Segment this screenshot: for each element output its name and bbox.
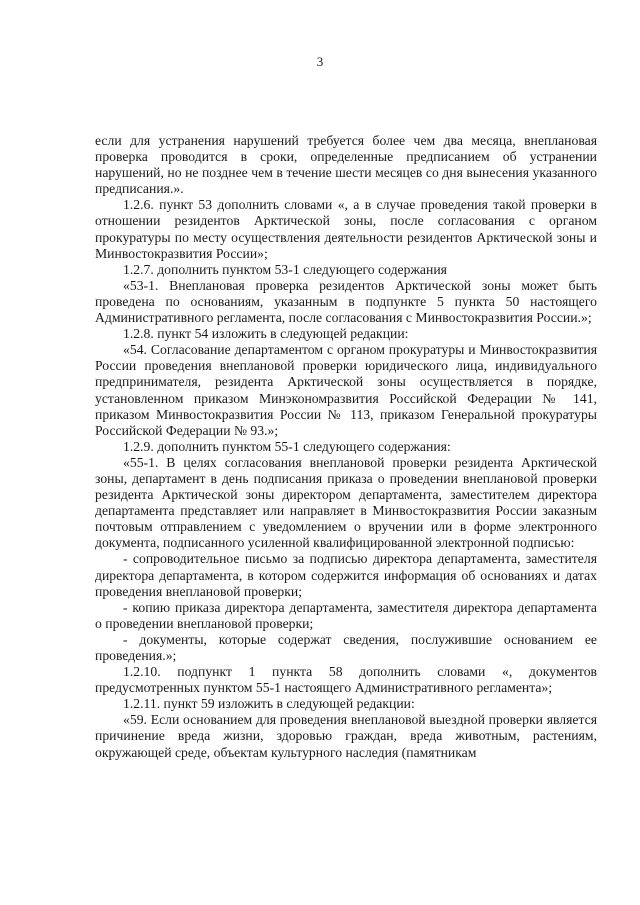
paragraph-1-2-10: 1.2.10. подпункт 1 пункта 58 дополнить словами «, документов предусмотренных пунктом 55-1 настоящего Административного регламента»; xyxy=(95,664,597,696)
paragraph-59: «59. Если основанием для проведения внеплановой выездной проверки является причинение вреда жизни, здоровью граждан, вреда животным, растениям, окружающей среде, объектам культурного наследия (памятникам xyxy=(95,712,597,760)
paragraph-1-2-7: 1.2.7. дополнить пунктом 53-1 следующего содержания xyxy=(123,261,447,277)
page-number: 3 xyxy=(316,54,324,69)
paragraph-continuation: если для устранения нарушений требуется более чем два месяца, внеплановая проверка проводится в сроки, определенные предписанием об устранении нарушений, но не позднее чем в течение шести месяцев со дня вынесения указанного предписания.». xyxy=(95,133,597,197)
document-body xyxy=(95,133,597,761)
paragraph-1-2-9: 1.2.9. дополнить пунктом 55-1 следующего содержания: xyxy=(123,438,451,454)
list-item-order-copy: - копию приказа директора департамента, заместителя директора департамента о проведении внеплановой проверки; xyxy=(95,599,597,631)
paragraph-1-2-8: 1.2.8. пункт 54 изложить в следующей редакции: xyxy=(123,326,409,342)
list-item-documents: - документы, которые содержат сведения, послужившие основанием ее проведения.»; xyxy=(95,631,597,663)
paragraph-54: «54. Согласование департаментом с органом прокуратуры и Минвостокразвития России проведения внеплановой проверки юридического лица, индивидуального предпринимателя, резидента Арктической зоны осуществляется в порядке, установленном приказом Минэкономразвития Российской Федерации № 141, приказом Минвостокразвития России № 113, приказом Генеральной прокуратуры Российской Федерации № 93.»; xyxy=(95,342,597,438)
list-item-cover-letter: - сопроводительное письмо за подписью директора департамента, заместителя директора департамента, в котором содержится информация об основаниях и датах проведения внеплановой проверки; xyxy=(95,551,597,599)
paragraph-53-1: «53-1. Внеплановая проверка резидентов Арктической зоны может быть проведена по основаниям, указанным в подпункте 5 пункта 50 настоящего Административного регламента, после согласования с Минвостокразвития России.»; xyxy=(95,277,597,326)
paragraph-1-2-11: 1.2.11. пункт 59 изложить в следующей редакции: xyxy=(123,696,415,712)
paragraph-55-1: «55-1. В целях согласования внеплановой проверки резидента Арктической зоны, департамент в день подписания приказа о проведении внеплановой проверки резидента Арктической зоны директором департамента, заместителем директора департамента представляет или направляет в Минвостокразвития России заказным почтовым отправлением с уведомлением о вручении или в форме электронного документа, подписанного усиленной квалифицированной электронной подписью: xyxy=(95,454,597,551)
paragraph-1-2-6: 1.2.6. пункт 53 дополнить словами «, а в случае проведения такой проверки в отношении резидентов Арктической зоны, после согласования с органом прокуратуры по месту осуществления деятельности резидентов Арктической зоны и Минвостокразвития России»; xyxy=(95,197,597,261)
